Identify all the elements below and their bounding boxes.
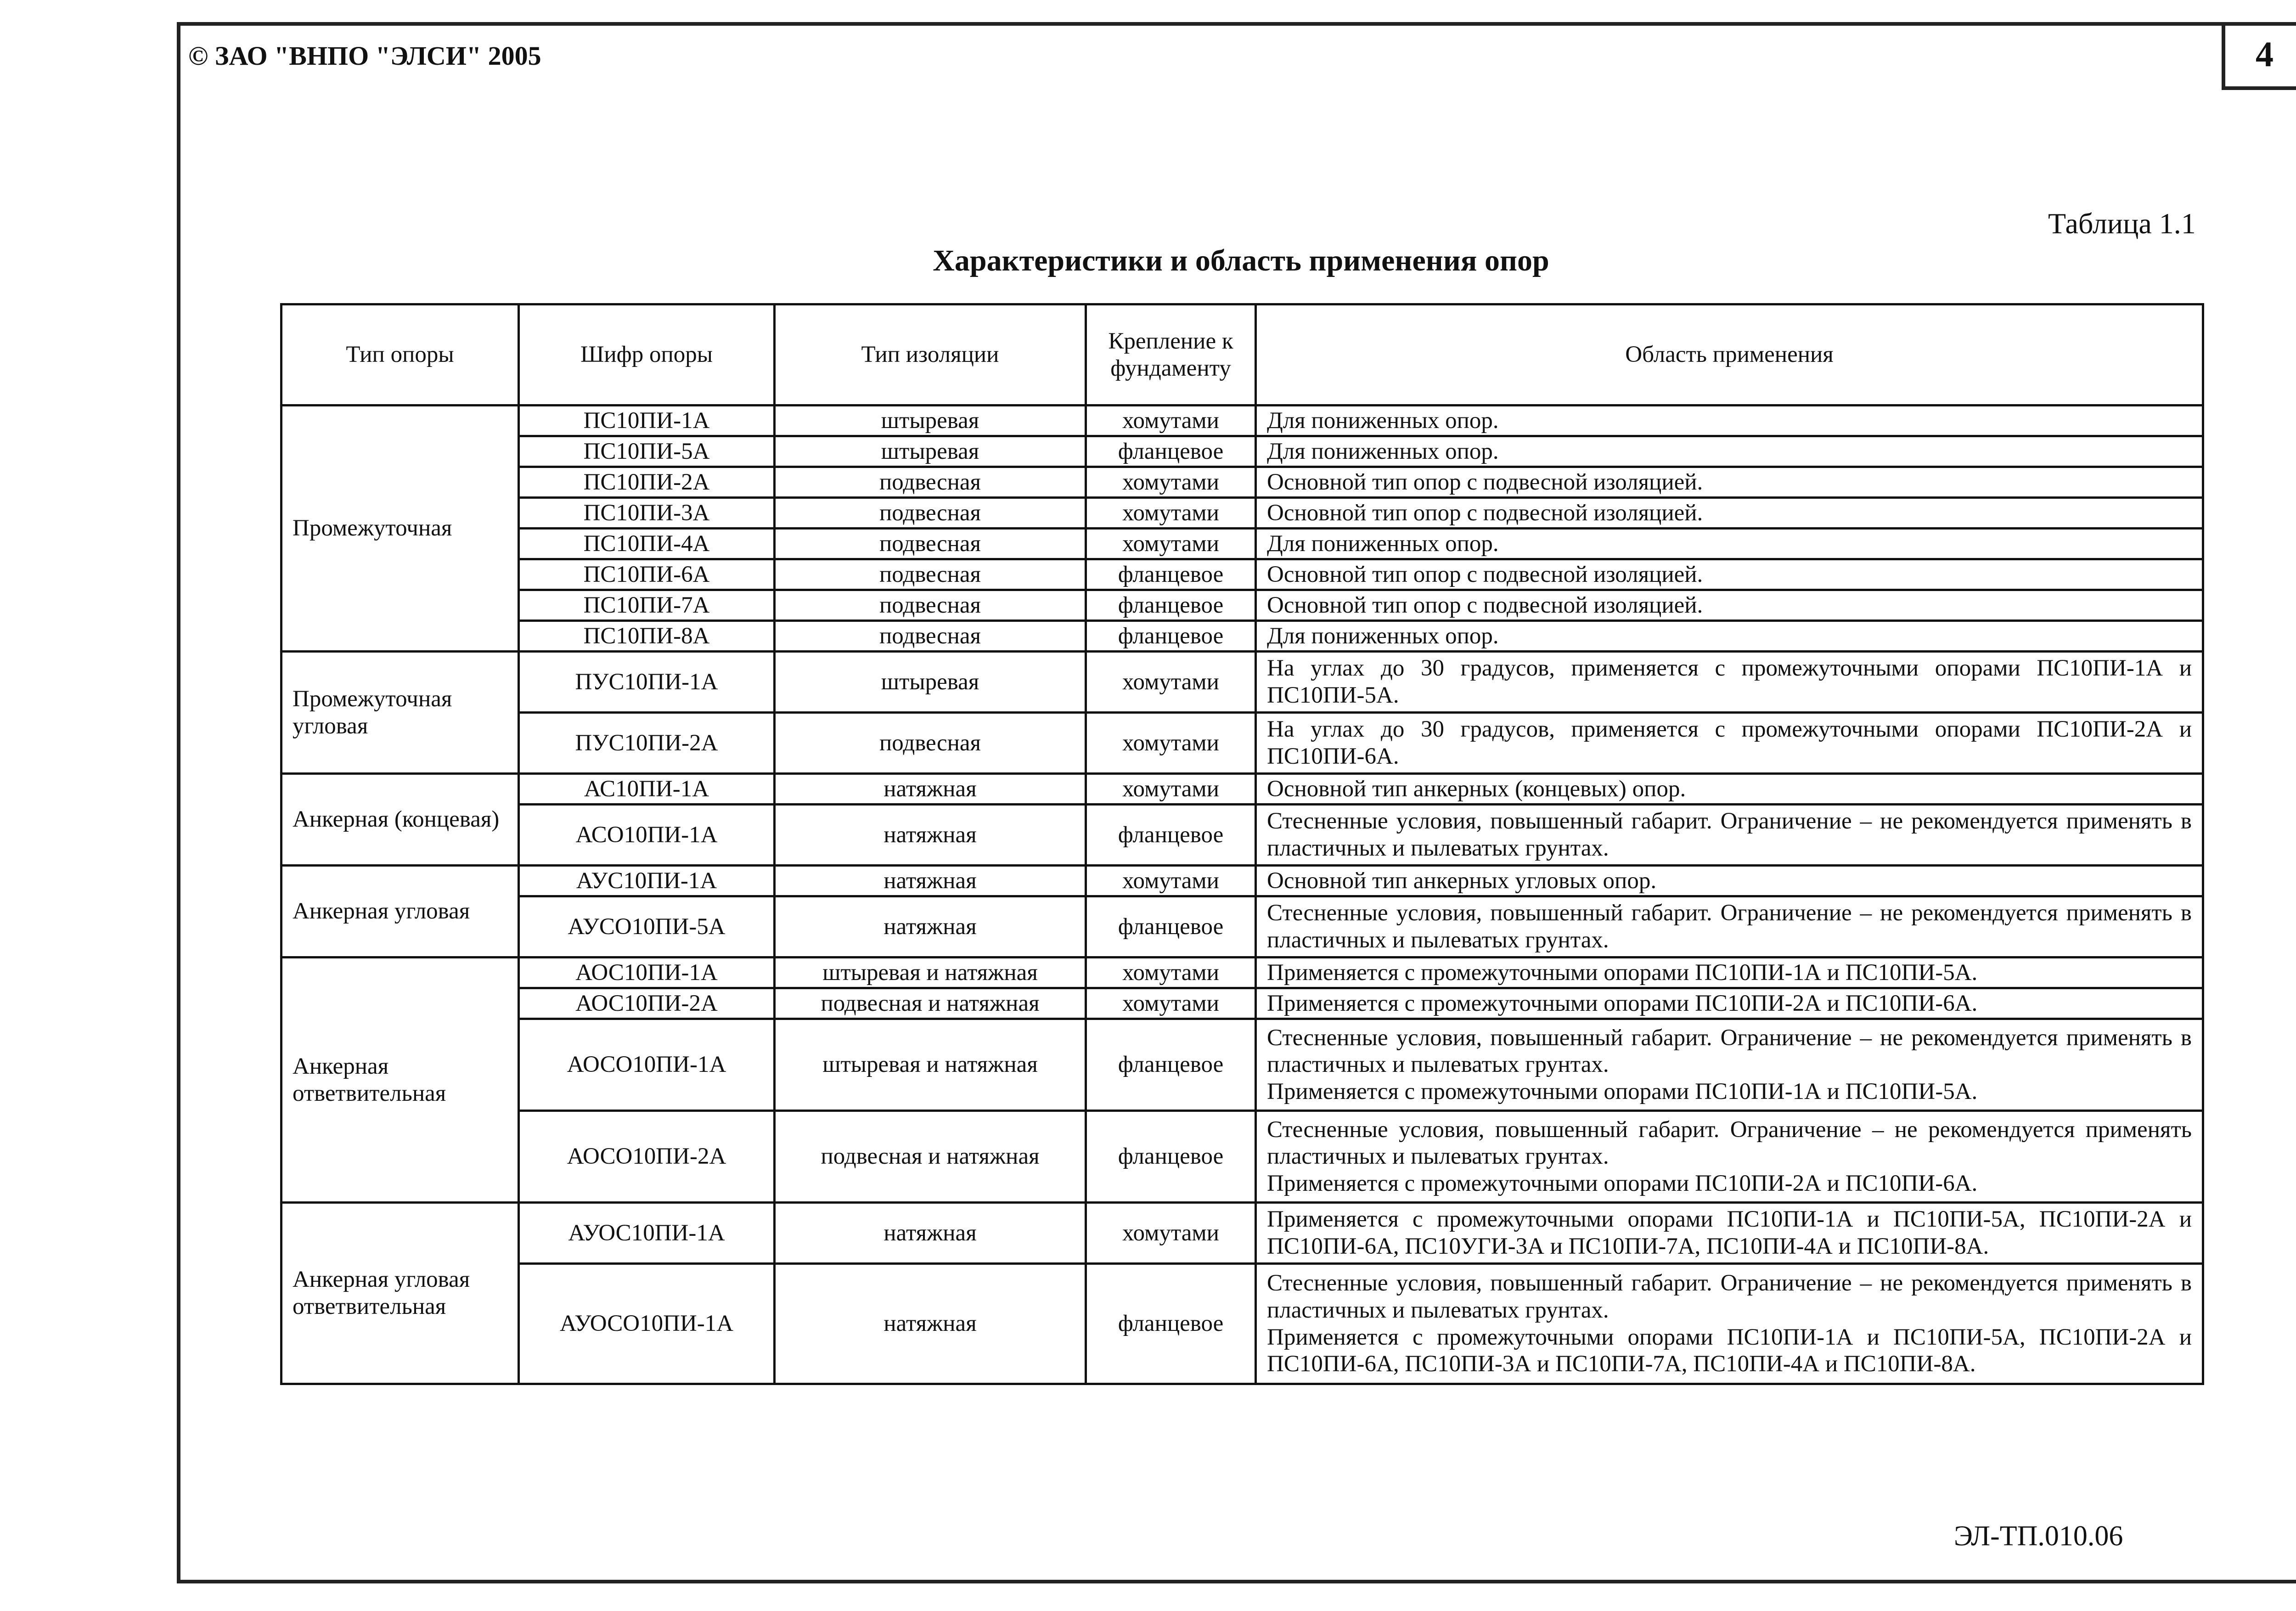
table-row [281,529,2203,559]
application-area-text: Стесненные условия, повышенный габарит. Ограничение – не рекомендуется применять пластичных и пылеватых грунтах. [1267,1116,2192,1170]
insulation-cell: натяжная [775,896,1086,958]
support-code-cell: АОСО10ПИ-2А [519,1111,775,1203]
mount-cell: фланцевое [1086,1264,1256,1384]
application-area-cell: Основной тип анкерных (концевых) опор. [1256,774,2203,805]
application-area-cell: Для пониженных опор. [1256,529,2203,559]
support-code-cell: АОС10ПИ-2А [519,988,775,1019]
mount-cell: хомутами [1086,529,1256,559]
mount-cell: хомутами [1086,467,1256,498]
table-label: Таблица 1.1 [2048,207,2196,240]
table-row [281,805,2203,866]
support-code-cell: ПС10ПИ-8А [519,621,775,652]
col-header-insulation: Тип изоляции [775,304,1086,406]
application-area-cell: На углах до 30 градусов, применяется с промежуточными опорами ПС10ПИ-1А и ПС10ПИ-5А. [1256,652,2203,713]
support-code-cell: АС10ПИ-1А [519,774,775,805]
supports-table [280,303,2204,1385]
col-header-mount: Крепление к фундаменту [1086,304,1256,406]
col-header-type: Тип опоры [281,304,519,406]
support-code-cell: АОСО10ПИ-1А [519,1019,775,1111]
mount-cell: хомутами [1086,406,1256,436]
insulation-cell: натяжная [775,805,1086,866]
table-row [281,621,2203,652]
application-area-cell: Применяется с промежуточными опорами ПС10ПИ-1А и ПС10ПИ-5А. [1256,958,2203,988]
table-row [281,652,2203,713]
support-code-cell: АУСО10ПИ-5А [519,896,775,958]
table-row [281,1111,2203,1203]
support-type-cell: Анкерная угловая [281,866,519,958]
support-code-cell: ПУС10ПИ-1А [519,652,775,713]
insulation-cell: подвесная [775,713,1086,774]
application-area-cell: Для пониженных опор. [1256,621,2203,652]
support-type-cell: Анкерная (концевая) [281,774,519,866]
table-row [281,1264,2203,1384]
support-code-cell: ПС10ПИ-3А [519,498,775,529]
mount-cell: фланцевое [1086,896,1256,958]
col-header-code: Шифр опоры [519,304,775,406]
insulation-cell: штыревая и натяжная [775,1019,1086,1111]
application-area-cell: Стесненные условия, повышенный габарит. Ограничение – не рекомендуется применять в пластичных и пылеватых грунтах. [1256,896,2203,958]
application-area-cell: Применяется с промежуточными опорами ПС10ПИ-2А и ПС10ПИ-6А. [1256,988,2203,1019]
table-header-row [281,304,2203,406]
insulation-cell: штыревая [775,406,1086,436]
table-row [281,1019,2203,1111]
support-code-cell: ПС10ПИ-1А [519,406,775,436]
col-header-area: Область применения [1256,304,2203,406]
support-code-cell: АУОСО10ПИ-1А [519,1264,775,1384]
mount-cell: фланцевое [1086,1111,1256,1203]
application-area-cell: Применяется с промежуточными опорами ПС10ПИ-1А и ПС10ПИ-5А, ПС10ПИ-2А и ПС10ПИ-6А, ПС10УГИ-3А и ПС10ПИ-7А, ПС10ПИ-4А и ПС10ПИ-8А. [1256,1203,2203,1264]
table-row [281,467,2203,498]
application-area-text: Применяется с промежуточными опорами ПС10ПИ-1А и ПС10ПИ-5А, ПС10ПИ-2А и ПС10ПИ-6А, ПС10ПИ-3А и ПС10ПИ-7А, ПС10ПИ-4А и ПС10ПИ-8А. [1267,1324,2192,1377]
support-type-cell: Анкерная угловая ответвительная [281,1203,519,1384]
support-code-cell: АУС10ПИ-1А [519,866,775,896]
insulation-cell: подвесная [775,559,1086,590]
document-code: ЭЛ-ТП.010.06 [1954,1521,2123,1552]
insulation-cell: натяжная [775,1264,1086,1384]
support-code-cell: ПУС10ПИ-2А [519,713,775,774]
table-row [281,958,2203,988]
support-code-cell: АУОС10ПИ-1А [519,1203,775,1264]
mount-cell: фланцевое [1086,621,1256,652]
support-code-cell: ПС10ПИ-2А [519,467,775,498]
support-type-cell: Промежуточная угловая [281,652,519,774]
application-area-text: Применяется с промежуточными опорами ПС10ПИ-1А и ПС10ПИ-5А. [1267,1078,1978,1104]
insulation-cell: подвесная [775,467,1086,498]
application-area-cell [1256,1111,2203,1203]
mount-cell: хомутами [1086,774,1256,805]
table-row [281,896,2203,958]
application-area-text: Стесненные условия, повышенный габарит. Ограничение – не рекомендуется применять в пластичных и пылеватых грунтах. [1267,1270,2192,1323]
support-code-cell: ПС10ПИ-4А [519,529,775,559]
mount-cell: хомутами [1086,498,1256,529]
application-area-cell: Основной тип опор с подвесной изоляцией. [1256,559,2203,590]
table-row [281,406,2203,436]
application-area-cell: Для пониженных опор. [1256,406,2203,436]
mount-cell: фланцевое [1086,1019,1256,1111]
page-number: 4 [2222,22,2296,90]
mount-cell: фланцевое [1086,436,1256,467]
mount-cell: хомутами [1086,958,1256,988]
table-body [281,406,2203,1384]
table-row [281,498,2203,529]
mount-cell: хомутами [1086,866,1256,896]
application-area-cell: Основной тип опор с подвесной изоляцией. [1256,590,2203,621]
table-row [281,774,2203,805]
support-code-cell: АОС10ПИ-1А [519,958,775,988]
insulation-cell: натяжная [775,866,1086,896]
mount-cell: фланцевое [1086,805,1256,866]
insulation-cell: подвесная [775,621,1086,652]
application-area-cell [1256,1264,2203,1384]
table-row [281,1203,2203,1264]
insulation-cell: штыревая [775,652,1086,713]
support-code-cell: ПС10ПИ-5А [519,436,775,467]
application-area-cell: Основной тип опор с подвесной изоляцией. [1256,467,2203,498]
table-row [281,866,2203,896]
support-type-cell: Анкерная ответвительная [281,958,519,1203]
table-row [281,590,2203,621]
table-row [281,559,2203,590]
mount-cell: хомутами [1086,988,1256,1019]
insulation-cell: подвесная [775,498,1086,529]
table-row [281,988,2203,1019]
insulation-cell: штыревая и натяжная [775,958,1086,988]
copyright-text: © ЗАО "ВНПО "ЭЛСИ" 2005 [188,41,541,71]
application-area-cell: На углах до 30 градусов, применяется с промежуточными опорами ПС10ПИ-2А и ПС10ПИ-6А. [1256,713,2203,774]
mount-cell: хомутами [1086,1203,1256,1264]
application-area-cell [1256,1019,2203,1111]
insulation-cell: натяжная [775,1203,1086,1264]
table-title: Характеристики и область применения опор [933,244,1549,277]
support-code-cell: АСО10ПИ-1А [519,805,775,866]
application-area-text: Применяется с промежуточными опорами ПС10ПИ-2А и ПС10ПИ-6А. [1267,1170,1978,1196]
insulation-cell: штыревая [775,436,1086,467]
application-area-cell: Стесненные условия, повышенный габарит. Ограничение – не рекомендуется применять в пластичных и пылеватых грунтах. [1256,805,2203,866]
table-row [281,436,2203,467]
table-row [281,713,2203,774]
support-type-cell: Промежуточная [281,406,519,652]
mount-cell: хомутами [1086,652,1256,713]
mount-cell: фланцевое [1086,590,1256,621]
application-area-cell: Для пониженных опор. [1256,436,2203,467]
insulation-cell: подвесная и натяжная [775,1111,1086,1203]
mount-cell: фланцевое [1086,559,1256,590]
insulation-cell: подвесная [775,590,1086,621]
support-code-cell: ПС10ПИ-7А [519,590,775,621]
application-area-cell: Основной тип опор с подвесной изоляцией. [1256,498,2203,529]
insulation-cell: подвесная [775,529,1086,559]
insulation-cell: подвесная и натяжная [775,988,1086,1019]
application-area-text: Стесненные условия, повышенный габарит. Ограничение – не рекомендуется применять в пластичных и пылеватых грунтах. [1267,1025,2192,1078]
application-area-cell: Основной тип анкерных угловых опор. [1256,866,2203,896]
support-code-cell: ПС10ПИ-6А [519,559,775,590]
mount-cell: хомутами [1086,713,1256,774]
insulation-cell: натяжная [775,774,1086,805]
